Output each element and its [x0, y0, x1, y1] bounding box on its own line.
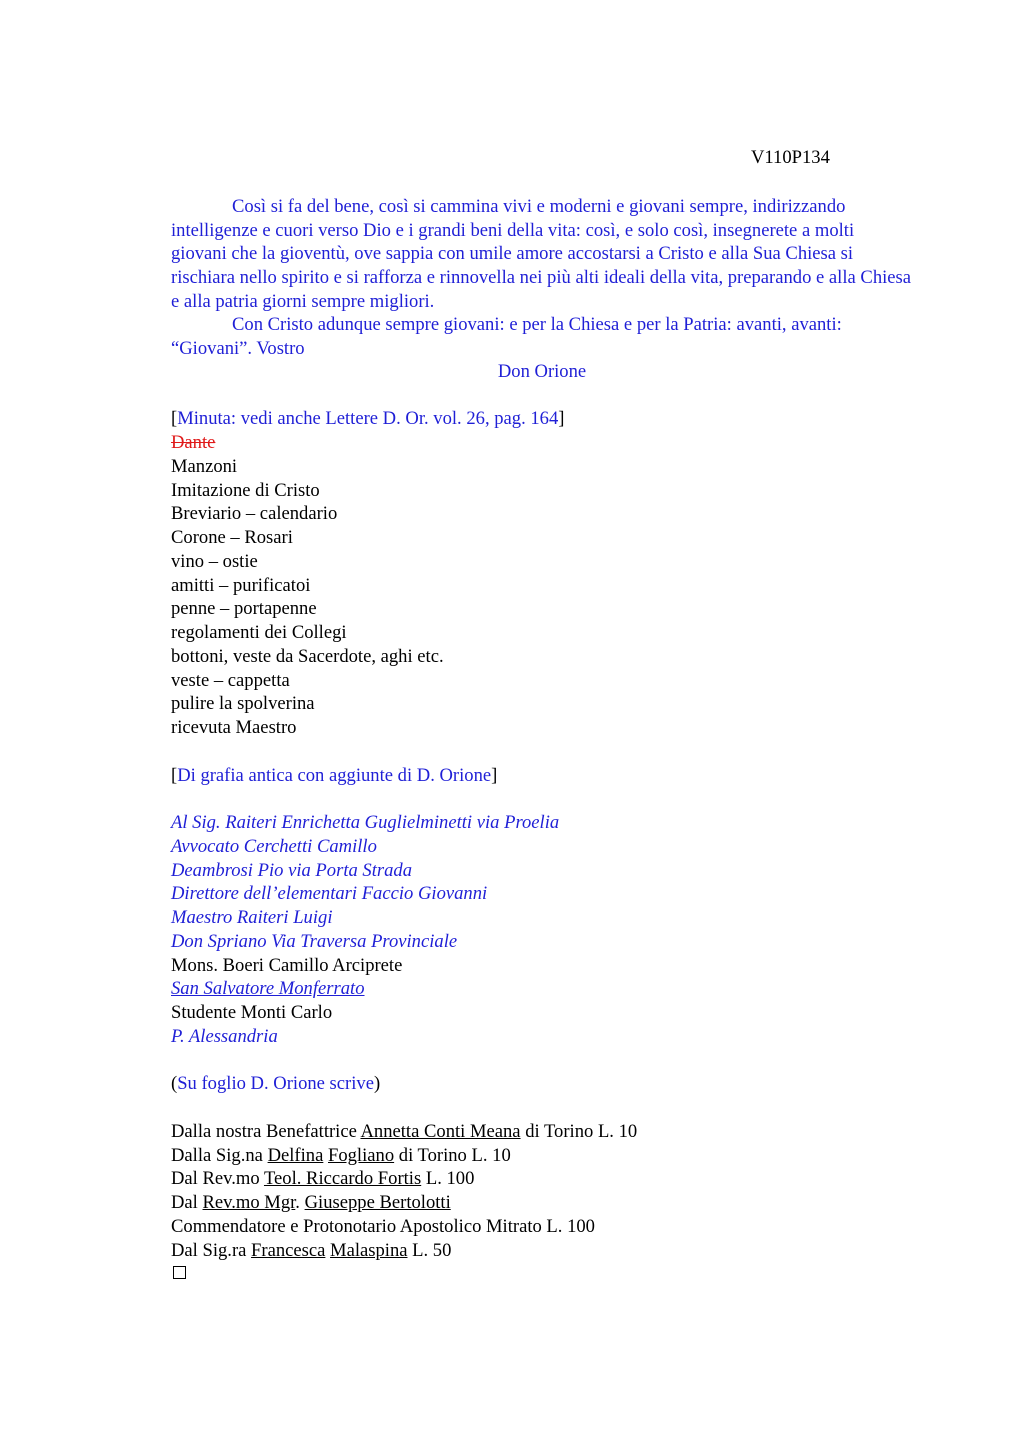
address-line: Avvocato Cerchetti Camillo	[171, 836, 377, 857]
address-line: Deambrosi Pio via Porta Strada	[171, 860, 413, 881]
list-item: Imitazione di Cristo	[171, 480, 320, 501]
list-item: Manzoni	[171, 456, 238, 477]
letter-paragraph-1: Così si fa del bene, così si cammina vivi e moderni e giovani sempre, indirizzando intelligenze e cuori verso Dio e i grandi beni della vita: così, e solo così, insegnerete a molti giovani che la gioventù, ove sappia con umile amore accostarsi a Cristo e alla Sua Chiesa si rischiara nello spirito e si rafforza e rinnovella nei più alti ideali della vita, preparando e alla Chiesa e alla patria giorni sempre migliori.	[171, 196, 912, 312]
list-item: ricevuta Maestro	[171, 717, 297, 738]
page-reference: V110P134	[751, 147, 830, 168]
list-item: Corone – Rosari	[171, 527, 293, 548]
list-item: veste – cappetta	[171, 670, 290, 691]
list-item: penne – portapenne	[171, 598, 317, 619]
checkbox-square-icon	[173, 1266, 186, 1279]
foglio-heading: (Su foglio D. Orione scrive)	[171, 1073, 381, 1094]
address-line: Don Spriano Via Traversa Provinciale	[171, 931, 458, 952]
address-line: Studente Monti Carlo	[171, 1002, 333, 1023]
address-line: Direttore dell’elementari Faccio Giovanni	[171, 883, 488, 904]
address-line: Mons. Boeri Camillo Arciprete	[171, 955, 403, 976]
list-item: Breviario – calendario	[171, 503, 338, 524]
address-line: Maestro Raiteri Luigi	[171, 907, 333, 928]
donation-line: Dalla nostra Benefattrice Annetta Conti Meana di Torino L. 10	[171, 1121, 638, 1142]
minuta-heading: [Minuta: vedi anche Lettere D. Or. vol. 26, pag. 164]	[171, 408, 565, 429]
donation-line: Commendatore e Protonotario Apostolico Mitrato L. 100	[171, 1216, 595, 1237]
donation-line: Dal Sig.ra Francesca Malaspina L. 50	[171, 1240, 452, 1261]
address-line: Al Sig. Raiteri Enrichetta Guglielminetti via Proelia	[171, 812, 560, 833]
list-item: regolamenti dei Collegi	[171, 622, 347, 643]
donation-line: Dal Rev.mo Teol. Riccardo Fortis L. 100	[171, 1168, 475, 1189]
signature: Don Orione	[497, 361, 587, 382]
list-item: pulire la spolverina	[171, 693, 315, 714]
address-line-underlined: San Salvatore Monferrato	[171, 978, 365, 999]
list-item: vino – ostie	[171, 551, 258, 572]
deleted-item: Dante	[171, 432, 216, 453]
donation-line: Dal Rev.mo Mgr. Giuseppe Bertolotti	[171, 1192, 451, 1213]
list-item: amitti – purificatoi	[171, 575, 311, 596]
list-item: bottoni, veste da Sacerdote, aghi etc.	[171, 646, 444, 667]
grafia-heading: [Di grafia antica con aggiunte di D. Orione]	[171, 765, 498, 786]
address-line: P. Alessandria	[171, 1026, 278, 1047]
donation-line: Dalla Sig.na Delfina Fogliano di Torino L. 10	[171, 1145, 511, 1166]
letter-paragraph-2: Con Cristo adunque sempre giovani: e per la Chiesa e per la Patria: avanti, avanti: “Giovani”. Vostro	[171, 314, 842, 359]
